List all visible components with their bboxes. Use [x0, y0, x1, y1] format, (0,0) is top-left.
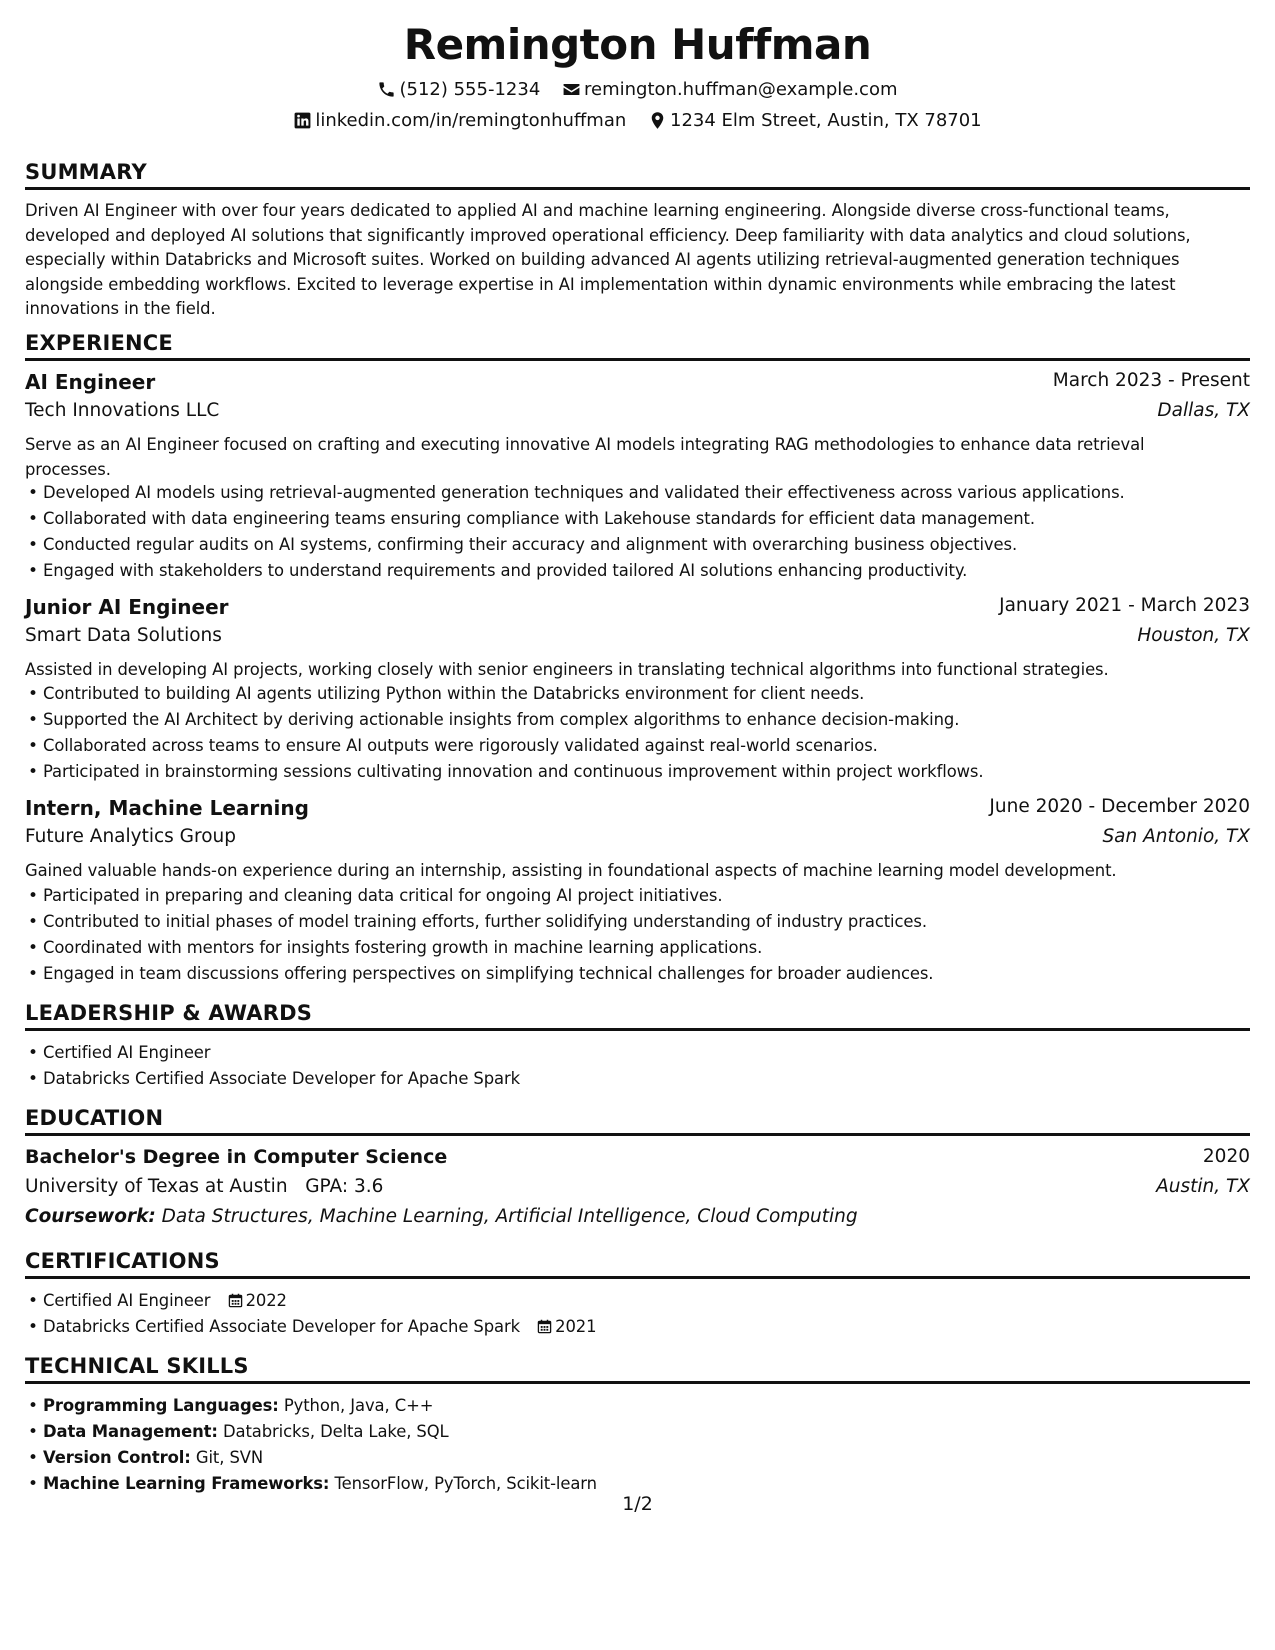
list-item	[25, 1314, 1235, 1340]
map-pin-icon	[648, 111, 667, 130]
list-item: • Supported the AI Architect by deriving actionable insights from complex algorithms to enhance decision-making.	[25, 707, 1235, 733]
list-item: • Participated in brainstorming sessions cultivating innovation and continuous improvement within project workflows.	[25, 759, 1235, 785]
job-dates: June 2020 - December 2020	[989, 796, 1250, 817]
candidate-name: Remington Huffman	[403, 20, 872, 69]
job-description	[25, 658, 1225, 683]
summary-heading: SUMMARY	[25, 160, 1250, 190]
job-description	[25, 433, 1225, 482]
certification-year: 2021	[555, 1317, 597, 1336]
email-contact[interactable]	[562, 79, 897, 100]
street-address: 1234 Elm Street, Austin, TX 78701	[670, 110, 982, 131]
degree-row	[25, 1146, 1250, 1174]
job-title: Intern, Machine Learning	[25, 796, 309, 820]
envelope-icon	[562, 80, 581, 99]
job-dates: March 2023 - Present	[1052, 370, 1250, 391]
contact-line-2	[25, 110, 1250, 135]
job-description-line: processes.	[25, 459, 111, 479]
summary-line: innovations in the field.	[25, 299, 216, 318]
graduation-year: 2020	[1202, 1146, 1250, 1167]
skill-category: Programming Languages:	[43, 1396, 279, 1415]
resume-page	[25, 0, 1250, 1650]
email-address[interactable]: remington.huffman@example.com	[584, 79, 898, 100]
contact-line-1	[25, 79, 1250, 104]
summary-text	[25, 199, 1225, 322]
school-row	[25, 1176, 1250, 1204]
list-item: • Developed AI models using retrieval-augmented generation techniques and validated their effectiveness across various applications.	[25, 480, 1235, 506]
list-item: • Conducted regular audits on AI systems, confirming their accuracy and alignment with overarching business objectives.	[25, 532, 1235, 558]
skill-values: TensorFlow, PyTorch, Scikit-learn	[334, 1474, 597, 1493]
page-number: 1/2	[622, 1493, 653, 1515]
certifications-list	[25, 1288, 1235, 1340]
skill-values: Databricks, Delta Lake, SQL	[223, 1422, 449, 1441]
leadership-heading: LEADERSHIP & AWARDS	[25, 1001, 1250, 1031]
job-bullets	[25, 480, 1235, 584]
leadership-list	[25, 1040, 1235, 1092]
job-title: Junior AI Engineer	[25, 595, 229, 619]
company-name: Smart Data Solutions	[25, 625, 222, 646]
job-bullets	[25, 883, 1235, 987]
school-info	[25, 1176, 383, 1197]
coursework-list: Data Structures, Machine Learning, Artificial Intelligence, Cloud Computing	[161, 1206, 858, 1227]
company-name: Tech Innovations LLC	[25, 400, 220, 421]
gpa: GPA: 3.6	[305, 1176, 384, 1197]
linkedin-url[interactable]: linkedin.com/in/remingtonhuffman	[315, 110, 627, 131]
job-description-line: Assisted in developing AI projects, working closely with senior engineers in translating technical algorithms into functional strategies.	[25, 660, 1109, 679]
job-header	[25, 595, 1250, 623]
list-item: • Contributed to building AI agents utilizing Python within the Databricks environment for client needs.	[25, 681, 1235, 707]
list-item: • Collaborated with data engineering teams ensuring compliance with Lakehouse standards for efficient data management.	[25, 506, 1235, 532]
summary-line: especially within Databricks and Microsoft suites. Worked on building advanced AI agents utilizing retrieval-augmented generation techniques	[25, 250, 1180, 269]
skills-heading: TECHNICAL SKILLS	[25, 1354, 1250, 1384]
list-item	[25, 1393, 1235, 1419]
list-item	[25, 1445, 1235, 1471]
phone-number: (512) 555-1234	[399, 79, 541, 100]
education-heading: EDUCATION	[25, 1106, 1250, 1136]
phone-icon	[377, 80, 396, 99]
job-bullets	[25, 681, 1235, 785]
list-item: • Participated in preparing and cleaning data critical for ongoing AI project initiatives.	[25, 883, 1235, 909]
linkedin-icon	[293, 111, 312, 130]
list-item: • Engaged with stakeholders to understand requirements and provided tailored AI solutions enhancing productivity.	[25, 558, 1235, 584]
job-description-line: Serve as an AI Engineer focused on crafting and executing innovative AI models integrating RAG methodologies to enhance data retrieval	[25, 435, 1145, 454]
summary-line: developed and deployed AI solutions that significantly improved operational efficiency. Deep familiarity with data analytics and cloud solutions,	[25, 225, 1191, 245]
job-company-row	[25, 625, 1250, 653]
company-name: Future Analytics Group	[25, 826, 237, 847]
certification-name: Certified AI Engineer	[43, 1291, 211, 1310]
list-item: • Coordinated with mentors for insights fostering growth in machine learning applications.	[25, 935, 1235, 961]
skill-values: Git, SVN	[195, 1448, 264, 1467]
list-item: • Contributed to initial phases of model training efforts, further solidifying understanding of industry practices.	[25, 909, 1235, 935]
calendar-icon	[537, 1319, 552, 1334]
list-item: • Collaborated across teams to ensure AI outputs were rigorously validated against real-world scenarios.	[25, 733, 1235, 759]
job-company-row	[25, 400, 1250, 428]
job-description	[25, 859, 1225, 884]
phone-contact	[377, 79, 540, 100]
certification-name: Databricks Certified Associate Developer for Apache Spark	[43, 1317, 520, 1336]
coursework-label: Coursework:	[25, 1206, 156, 1227]
calendar-icon	[228, 1293, 243, 1308]
list-item	[25, 1288, 1235, 1314]
skills-list	[25, 1393, 1235, 1497]
skill-values: Python, Java, C++	[283, 1396, 434, 1415]
experience-heading: EXPERIENCE	[25, 331, 1250, 361]
job-location: Houston, TX	[1137, 625, 1250, 646]
job-header	[25, 796, 1250, 824]
job-title: AI Engineer	[25, 370, 156, 394]
job-location: San Antonio, TX	[1102, 826, 1250, 847]
job-description-line: Gained valuable hands-on experience during an internship, assisting in foundational aspects of machine learning model development.	[25, 861, 1117, 880]
coursework	[25, 1206, 858, 1227]
summary-line: alongside embedding workflows. Excited to leverage expertise in AI implementation within dynamic environments while embracing the latest	[25, 274, 1176, 294]
list-item: • Databricks Certified Associate Developer for Apache Spark	[25, 1066, 1235, 1092]
job-company-row	[25, 826, 1250, 854]
skill-category: Data Management:	[43, 1422, 218, 1441]
skill-category: Machine Learning Frameworks:	[43, 1474, 330, 1493]
certifications-heading: CERTIFICATIONS	[25, 1249, 1250, 1279]
job-dates: January 2021 - March 2023	[999, 595, 1250, 616]
job-location: Dallas, TX	[1157, 400, 1250, 421]
summary-line: Driven AI Engineer with over four years dedicated to applied AI and machine learning engineering. Alongside diverse cross-functional teams,	[25, 201, 1170, 220]
list-item: • Engaged in team discussions offering perspectives on simplifying technical challenges for broader audiences.	[25, 961, 1235, 987]
certification-year: 2022	[245, 1291, 287, 1310]
degree-name: Bachelor's Degree in Computer Science	[25, 1146, 448, 1168]
job-header	[25, 370, 1250, 398]
skill-category: Version Control:	[43, 1448, 191, 1467]
list-item: • Certified AI Engineer	[25, 1040, 1235, 1066]
linkedin-contact[interactable]	[293, 110, 626, 131]
school-location: Austin, TX	[1156, 1176, 1250, 1197]
address-contact	[648, 110, 982, 131]
list-item	[25, 1419, 1235, 1445]
school-name: University of Texas at Austin	[25, 1176, 288, 1197]
